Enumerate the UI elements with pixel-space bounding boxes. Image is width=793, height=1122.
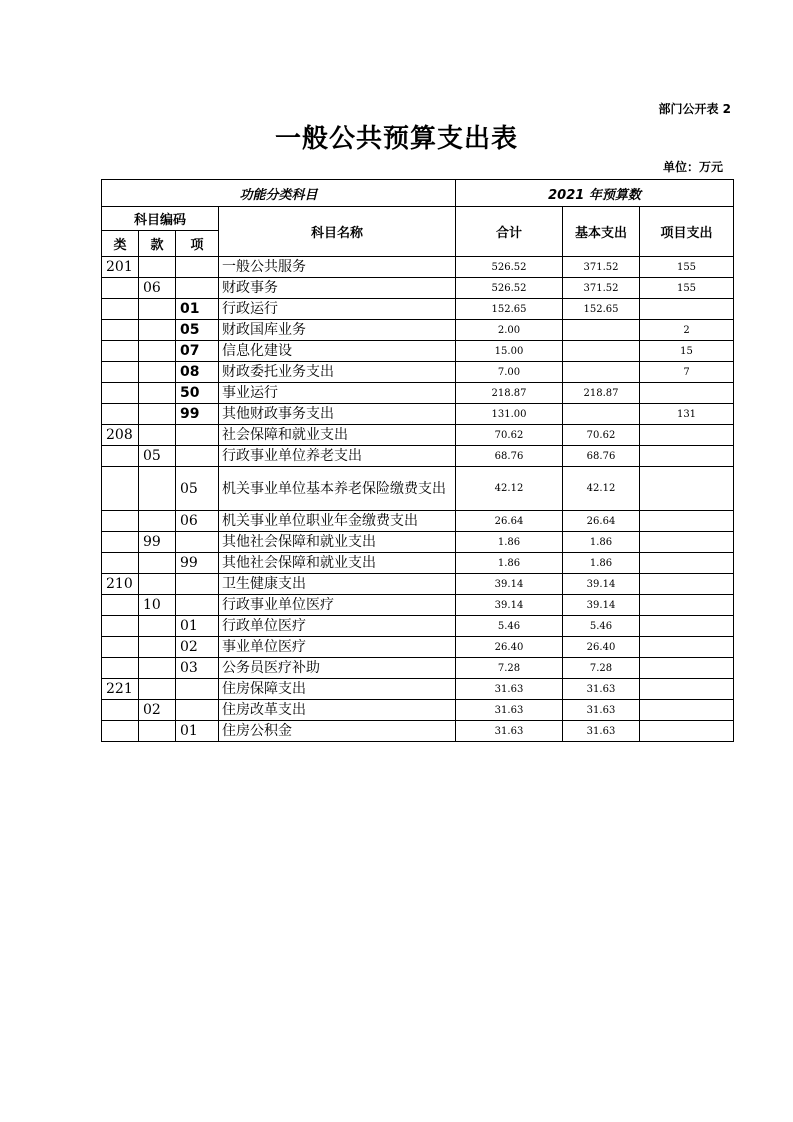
kuan-code-cell: 06: [139, 278, 176, 299]
project-expenditure-cell: [640, 721, 734, 742]
table-row: [102, 574, 734, 595]
kuan-code-cell: [139, 467, 176, 511]
lei-header: 类: [102, 231, 139, 257]
xiang-code-cell: [176, 679, 219, 700]
xiang-code-cell: [176, 700, 219, 721]
kuan-code-cell: [139, 574, 176, 595]
table-number-label: 部门公开表 2: [658, 102, 731, 116]
lei-code-cell: 210: [102, 574, 139, 595]
lei-code-cell: [102, 278, 139, 299]
project-expenditure-cell: [640, 425, 734, 446]
subject-name-cell: 住房保障支出: [219, 679, 456, 700]
project-expenditure-cell: [640, 574, 734, 595]
total-cell: 7.28: [456, 658, 563, 679]
project-expenditure-cell: [640, 595, 734, 616]
xiang-code-cell: 50: [176, 383, 219, 404]
table-row: [102, 700, 734, 721]
subject-name-cell: 信息化建设: [219, 341, 456, 362]
project-expenditure-cell: 7: [640, 362, 734, 383]
basic-expenditure-cell: 70.62: [563, 425, 640, 446]
basic-expenditure-cell: 5.46: [563, 616, 640, 637]
lei-code-cell: [102, 616, 139, 637]
total-cell: 526.52: [456, 257, 563, 278]
xiang-code-cell: 05: [176, 320, 219, 341]
xiang-code-cell: 07: [176, 341, 219, 362]
total-cell: 2.00: [456, 320, 563, 341]
table-row: [102, 553, 734, 574]
xiang-code-cell: [176, 595, 219, 616]
lei-code-cell: [102, 341, 139, 362]
basic-expenditure-cell: 42.12: [563, 467, 640, 511]
subject-name-cell: 行政单位医疗: [219, 616, 456, 637]
total-cell: 31.63: [456, 721, 563, 742]
basic-expenditure-cell: 26.64: [563, 511, 640, 532]
basic-expenditure-cell: 371.52: [563, 257, 640, 278]
lei-code-cell: [102, 383, 139, 404]
table-row: [102, 383, 734, 404]
table-row: [102, 257, 734, 278]
table-row: [102, 467, 734, 511]
budget-expenditure-table: [101, 179, 734, 742]
basic-expenditure-cell: 1.86: [563, 532, 640, 553]
subject-name-cell: 住房公积金: [219, 721, 456, 742]
lei-code-cell: [102, 362, 139, 383]
xiang-code-cell: [176, 257, 219, 278]
table-row: [102, 658, 734, 679]
total-cell: 26.40: [456, 637, 563, 658]
total-cell: 26.64: [456, 511, 563, 532]
kuan-code-cell: [139, 404, 176, 425]
subject-name-cell: 机关事业单位职业年金缴费支出: [219, 511, 456, 532]
project-expenditure-cell: [640, 383, 734, 404]
xiang-code-cell: 99: [176, 404, 219, 425]
table-row: [102, 446, 734, 467]
kuan-code-cell: [139, 257, 176, 278]
budget-year-header: 2021 年预算数: [456, 180, 734, 207]
lei-code-cell: [102, 721, 139, 742]
subject-name-cell: 财政国库业务: [219, 320, 456, 341]
table-row: [102, 404, 734, 425]
xiang-code-cell: [176, 446, 219, 467]
lei-code-cell: [102, 595, 139, 616]
total-cell: 526.52: [456, 278, 563, 299]
subject-name-cell: 财政事务: [219, 278, 456, 299]
kuan-code-cell: 99: [139, 532, 176, 553]
table-row: [102, 511, 734, 532]
project-expenditure-cell: [640, 616, 734, 637]
project-expenditure-header: 项目支出: [640, 207, 734, 257]
total-cell: 5.46: [456, 616, 563, 637]
basic-expenditure-cell: 218.87: [563, 383, 640, 404]
kuan-code-cell: [139, 383, 176, 404]
lei-code-cell: [102, 446, 139, 467]
subject-name-cell: 其他社会保障和就业支出: [219, 532, 456, 553]
project-expenditure-cell: 15: [640, 341, 734, 362]
xiang-code-cell: 06: [176, 511, 219, 532]
basic-expenditure-cell: 26.40: [563, 637, 640, 658]
table-row: [102, 532, 734, 553]
total-cell: 1.86: [456, 532, 563, 553]
basic-expenditure-cell: [563, 362, 640, 383]
project-expenditure-cell: [640, 511, 734, 532]
project-expenditure-cell: [640, 467, 734, 511]
xiang-code-cell: 01: [176, 616, 219, 637]
lei-code-cell: [102, 637, 139, 658]
unit-label: 单位：万元: [662, 160, 723, 174]
kuan-code-cell: [139, 679, 176, 700]
xiang-code-cell: 05: [176, 467, 219, 511]
subject-name-cell: 其他财政事务支出: [219, 404, 456, 425]
table-body: [102, 257, 734, 742]
total-cell: 68.76: [456, 446, 563, 467]
subject-name-cell: 事业单位医疗: [219, 637, 456, 658]
lei-code-cell: [102, 553, 139, 574]
xiang-code-cell: 03: [176, 658, 219, 679]
basic-expenditure-cell: [563, 320, 640, 341]
kuan-code-cell: [139, 616, 176, 637]
lei-code-cell: [102, 658, 139, 679]
total-cell: 131.00: [456, 404, 563, 425]
table-row: [102, 616, 734, 637]
total-cell: 1.86: [456, 553, 563, 574]
total-cell: 31.63: [456, 679, 563, 700]
xiang-header: 项: [176, 231, 219, 257]
total-header: 合计: [456, 207, 563, 257]
project-expenditure-cell: [640, 553, 734, 574]
basic-expenditure-cell: 371.52: [563, 278, 640, 299]
lei-code-cell: [102, 467, 139, 511]
lei-code-cell: 201: [102, 257, 139, 278]
kuan-code-cell: [139, 299, 176, 320]
kuan-code-cell: [139, 553, 176, 574]
subject-name-cell: 一般公共服务: [219, 257, 456, 278]
lei-code-cell: [102, 299, 139, 320]
xiang-code-cell: [176, 574, 219, 595]
project-expenditure-cell: 155: [640, 278, 734, 299]
xiang-code-cell: 08: [176, 362, 219, 383]
subject-name-cell: 其他社会保障和就业支出: [219, 553, 456, 574]
kuan-header: 款: [139, 231, 176, 257]
kuan-code-cell: [139, 362, 176, 383]
xiang-code-cell: [176, 532, 219, 553]
subject-name-cell: 住房改革支出: [219, 700, 456, 721]
subject-name-cell: 行政事业单位养老支出: [219, 446, 456, 467]
table-row: [102, 637, 734, 658]
subject-name-cell: 卫生健康支出: [219, 574, 456, 595]
xiang-code-cell: 02: [176, 637, 219, 658]
subject-name-cell: 社会保障和就业支出: [219, 425, 456, 446]
lei-code-cell: [102, 320, 139, 341]
total-cell: 42.12: [456, 467, 563, 511]
xiang-code-cell: 99: [176, 553, 219, 574]
xiang-code-cell: [176, 278, 219, 299]
project-expenditure-cell: [640, 658, 734, 679]
basic-expenditure-cell: 39.14: [563, 574, 640, 595]
total-cell: 39.14: [456, 595, 563, 616]
project-expenditure-cell: [640, 299, 734, 320]
table-row: [102, 362, 734, 383]
basic-expenditure-cell: 7.28: [563, 658, 640, 679]
project-expenditure-cell: [640, 700, 734, 721]
subject-name-cell: 机关事业单位基本养老保险缴费支出: [219, 467, 456, 511]
subject-name-header: 科目名称: [219, 207, 456, 257]
table-row: [102, 299, 734, 320]
xiang-code-cell: [176, 425, 219, 446]
lei-code-cell: 221: [102, 679, 139, 700]
kuan-code-cell: 10: [139, 595, 176, 616]
kuan-code-cell: [139, 320, 176, 341]
kuan-code-cell: [139, 721, 176, 742]
total-cell: 31.63: [456, 700, 563, 721]
kuan-code-cell: [139, 511, 176, 532]
xiang-code-cell: 01: [176, 299, 219, 320]
basic-expenditure-cell: 31.63: [563, 679, 640, 700]
kuan-code-cell: [139, 658, 176, 679]
basic-expenditure-cell: [563, 341, 640, 362]
table-row: [102, 721, 734, 742]
total-cell: 15.00: [456, 341, 563, 362]
total-cell: 218.87: [456, 383, 563, 404]
kuan-code-cell: 02: [139, 700, 176, 721]
basic-expenditure-header: 基本支出: [563, 207, 640, 257]
project-expenditure-cell: [640, 637, 734, 658]
lei-code-cell: [102, 511, 139, 532]
total-cell: 7.00: [456, 362, 563, 383]
lei-code-cell: 208: [102, 425, 139, 446]
total-cell: 70.62: [456, 425, 563, 446]
lei-code-cell: [102, 532, 139, 553]
table-row: [102, 595, 734, 616]
subject-name-cell: 行政事业单位医疗: [219, 595, 456, 616]
project-expenditure-cell: [640, 532, 734, 553]
kuan-code-cell: 05: [139, 446, 176, 467]
basic-expenditure-cell: 68.76: [563, 446, 640, 467]
table-row: [102, 425, 734, 446]
table-row: [102, 278, 734, 299]
basic-expenditure-cell: [563, 404, 640, 425]
lei-code-cell: [102, 700, 139, 721]
total-cell: 152.65: [456, 299, 563, 320]
subject-name-cell: 公务员医疗补助: [219, 658, 456, 679]
kuan-code-cell: [139, 637, 176, 658]
subject-name-cell: 事业运行: [219, 383, 456, 404]
table-row: [102, 320, 734, 341]
table-row: [102, 679, 734, 700]
kuan-code-cell: [139, 341, 176, 362]
lei-code-cell: [102, 404, 139, 425]
page-title: 一般公共预算支出表: [274, 124, 518, 154]
subject-code-header: 科目编码: [102, 207, 219, 231]
basic-expenditure-cell: 39.14: [563, 595, 640, 616]
table-row: [102, 341, 734, 362]
kuan-code-cell: [139, 425, 176, 446]
basic-expenditure-cell: 1.86: [563, 553, 640, 574]
project-expenditure-cell: 155: [640, 257, 734, 278]
subject-name-cell: 行政运行: [219, 299, 456, 320]
project-expenditure-cell: [640, 446, 734, 467]
subject-name-cell: 财政委托业务支出: [219, 362, 456, 383]
project-expenditure-cell: 2: [640, 320, 734, 341]
function-class-header: 功能分类科目: [102, 180, 456, 207]
basic-expenditure-cell: 31.63: [563, 721, 640, 742]
project-expenditure-cell: [640, 679, 734, 700]
project-expenditure-cell: 131: [640, 404, 734, 425]
total-cell: 39.14: [456, 574, 563, 595]
basic-expenditure-cell: 152.65: [563, 299, 640, 320]
xiang-code-cell: 01: [176, 721, 219, 742]
basic-expenditure-cell: 31.63: [563, 700, 640, 721]
